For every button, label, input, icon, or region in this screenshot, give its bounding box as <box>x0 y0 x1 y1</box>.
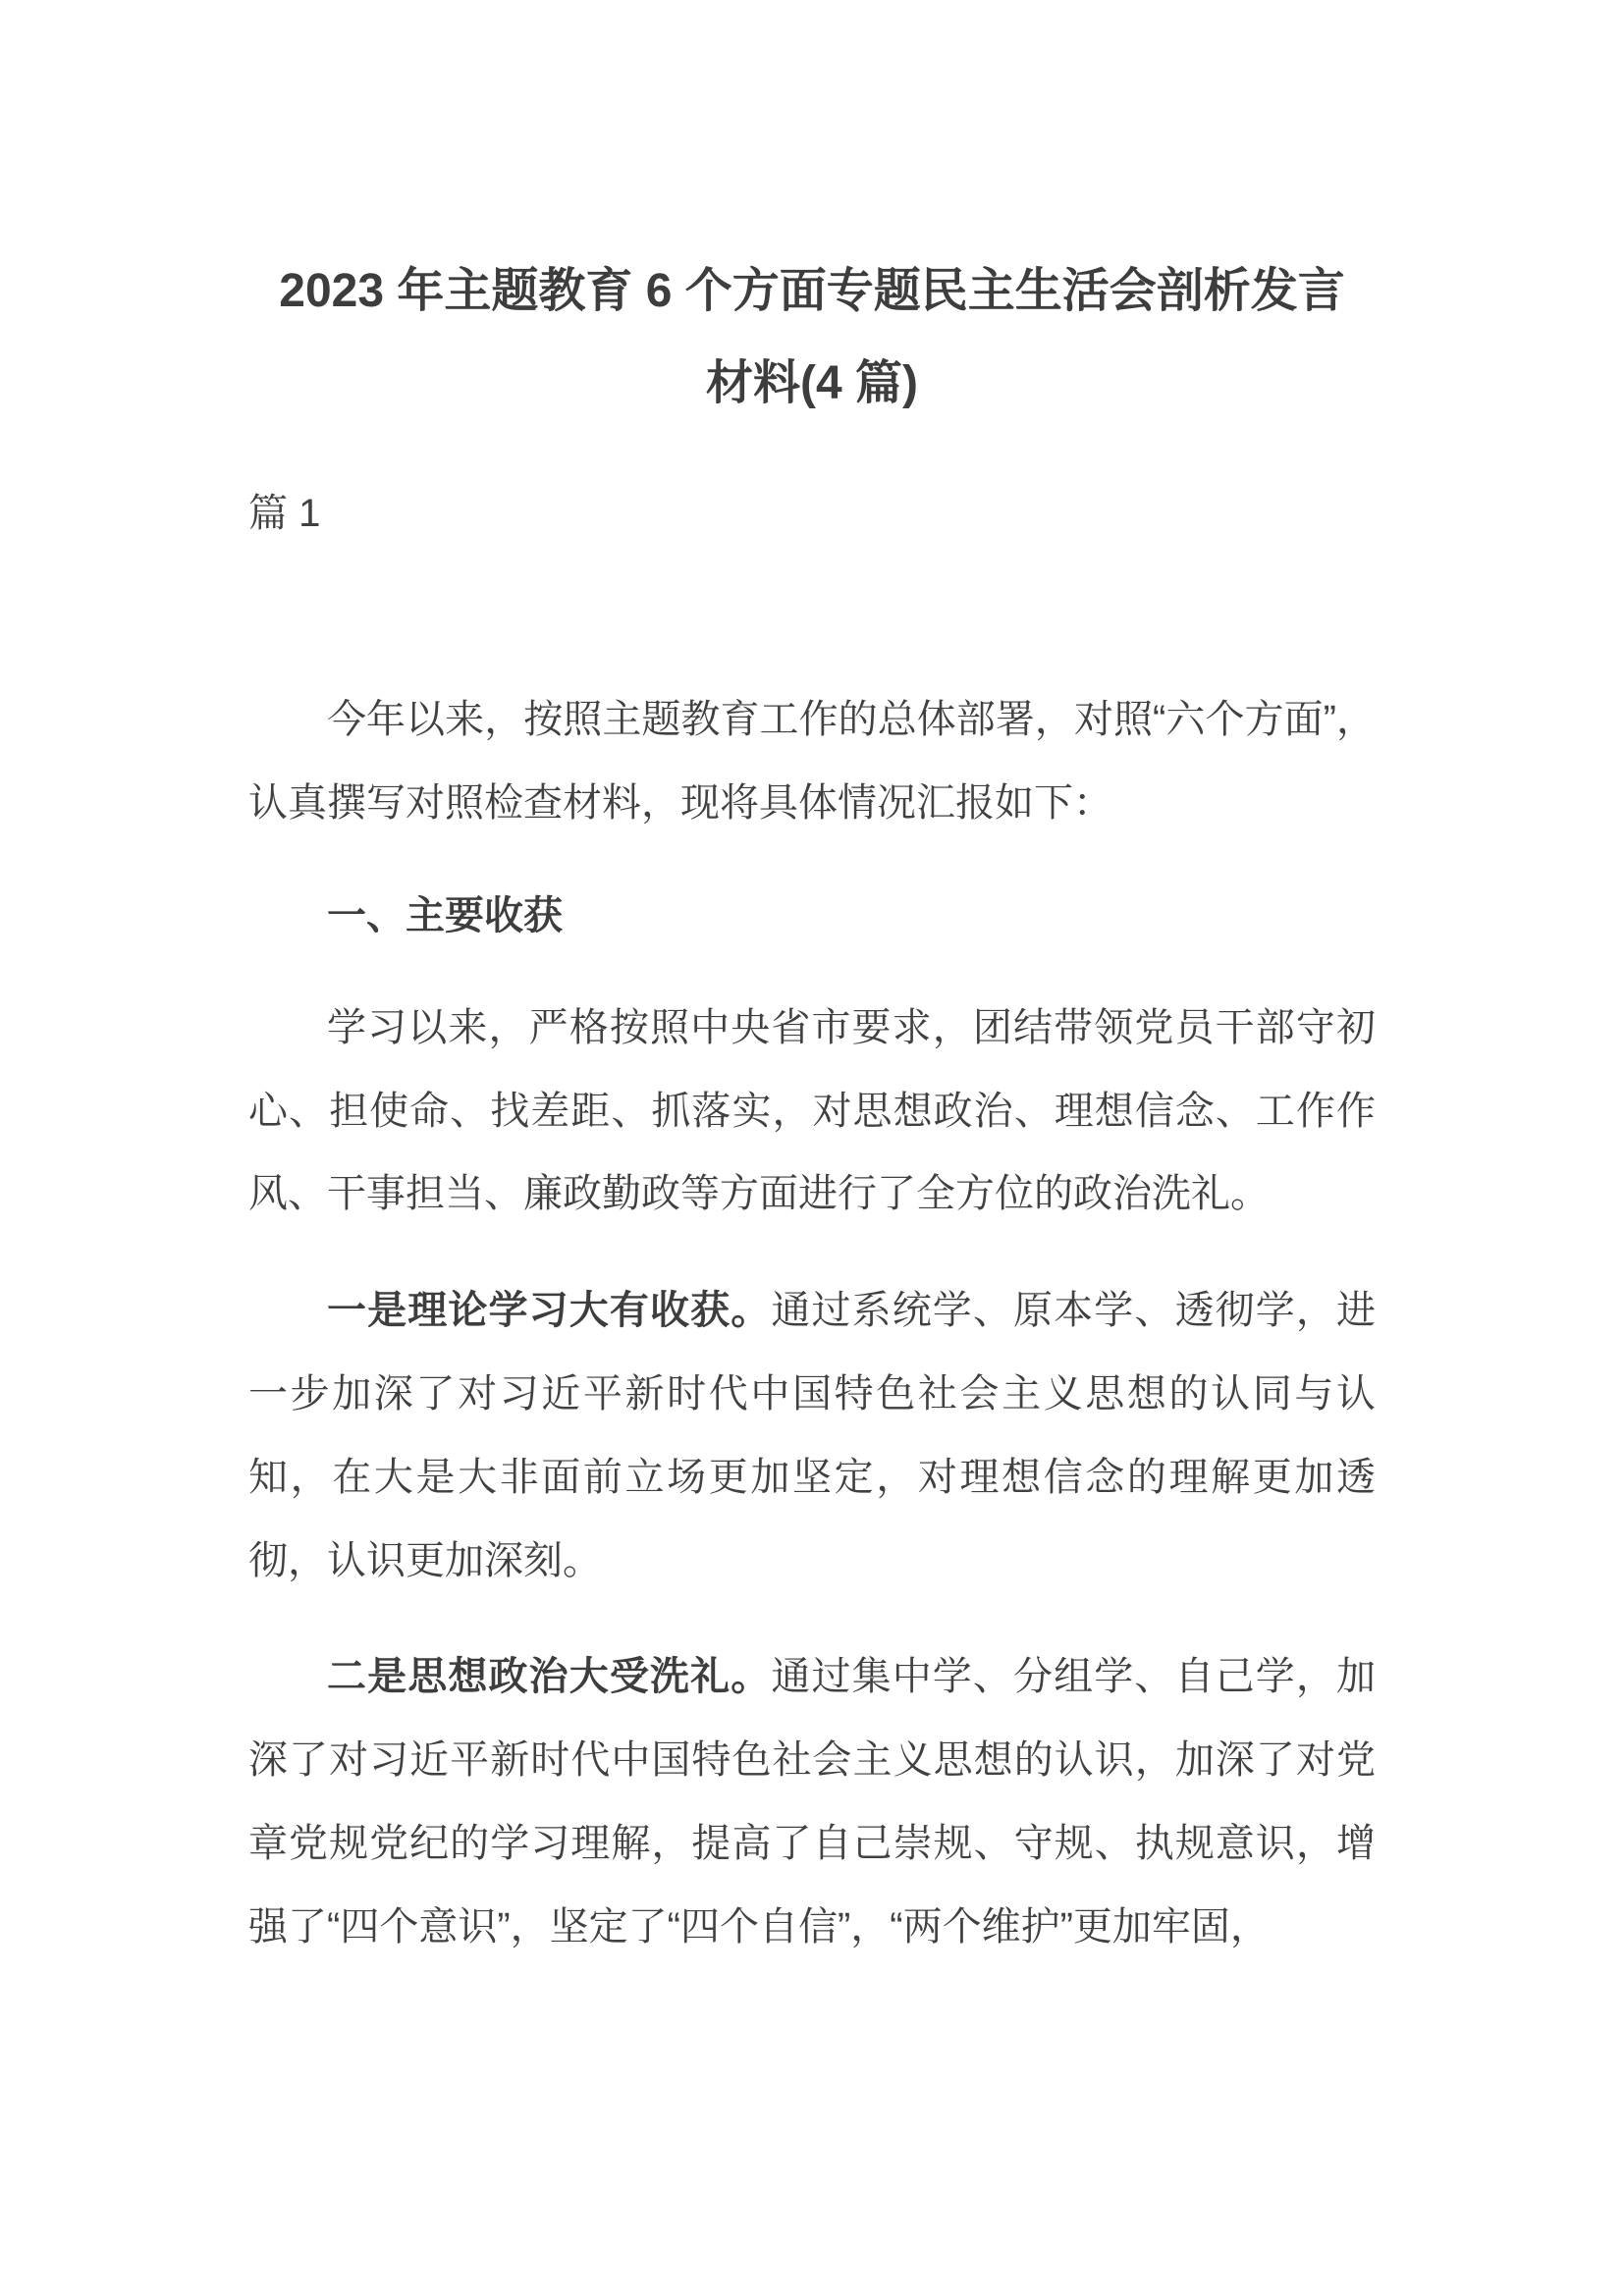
paragraph-point-2-body: 通过集中学、分组学、自己学，加深了对习近平新时代中国特色社会主义思想的认识，加深了对党章党规党纪的学习理解，提高了自己崇规、守规、执规意识，增强了“四个意识”，坚定了“四个自信”，“两个维护”更加牢固， <box>248 1655 1377 1949</box>
paragraph-point-1-lead: 一是理论学习大有收获。 <box>327 1289 772 1333</box>
paragraph-point-2 <box>248 1635 1376 1968</box>
document-title-line2: 材料(4 篇) <box>705 356 918 409</box>
section-label: 篇 1 <box>248 492 321 536</box>
paragraph-point-2-lead: 二是思想政治大受洗礼。 <box>327 1655 772 1699</box>
document-title-line1: 2023 年主题教育 6 个方面专题民主生活会剖析发言 <box>279 265 1345 317</box>
document-title <box>248 245 1376 429</box>
paragraph-intro: 今年以来，按照主题教育工作的总体部署，对照“六个方面”，认真撰写对照检查材料，现将具体情况汇报如下： <box>248 698 1376 825</box>
section-heading-main-gains: 一、主要收获 <box>327 893 563 937</box>
paragraph-point-1-body: 通过系统学、原本学、透彻学，进一步加深了对习近平新时代中国特色社会主义思想的认同与认知，在大是大非面前立场更加坚定，对理想信念的理解更加透彻，认识更加深刻。 <box>248 1289 1377 1582</box>
paragraph-point-1 <box>248 1269 1376 1602</box>
paragraph-overview: 学习以来，严格按照中央省市要求，团结带领党员干部守初心、担使命、找差距、抓落实，对思想政治、理想信念、工作作风、干事担当、廉政勤政等方面进行了全方位的政治洗礼。 <box>248 1005 1376 1216</box>
